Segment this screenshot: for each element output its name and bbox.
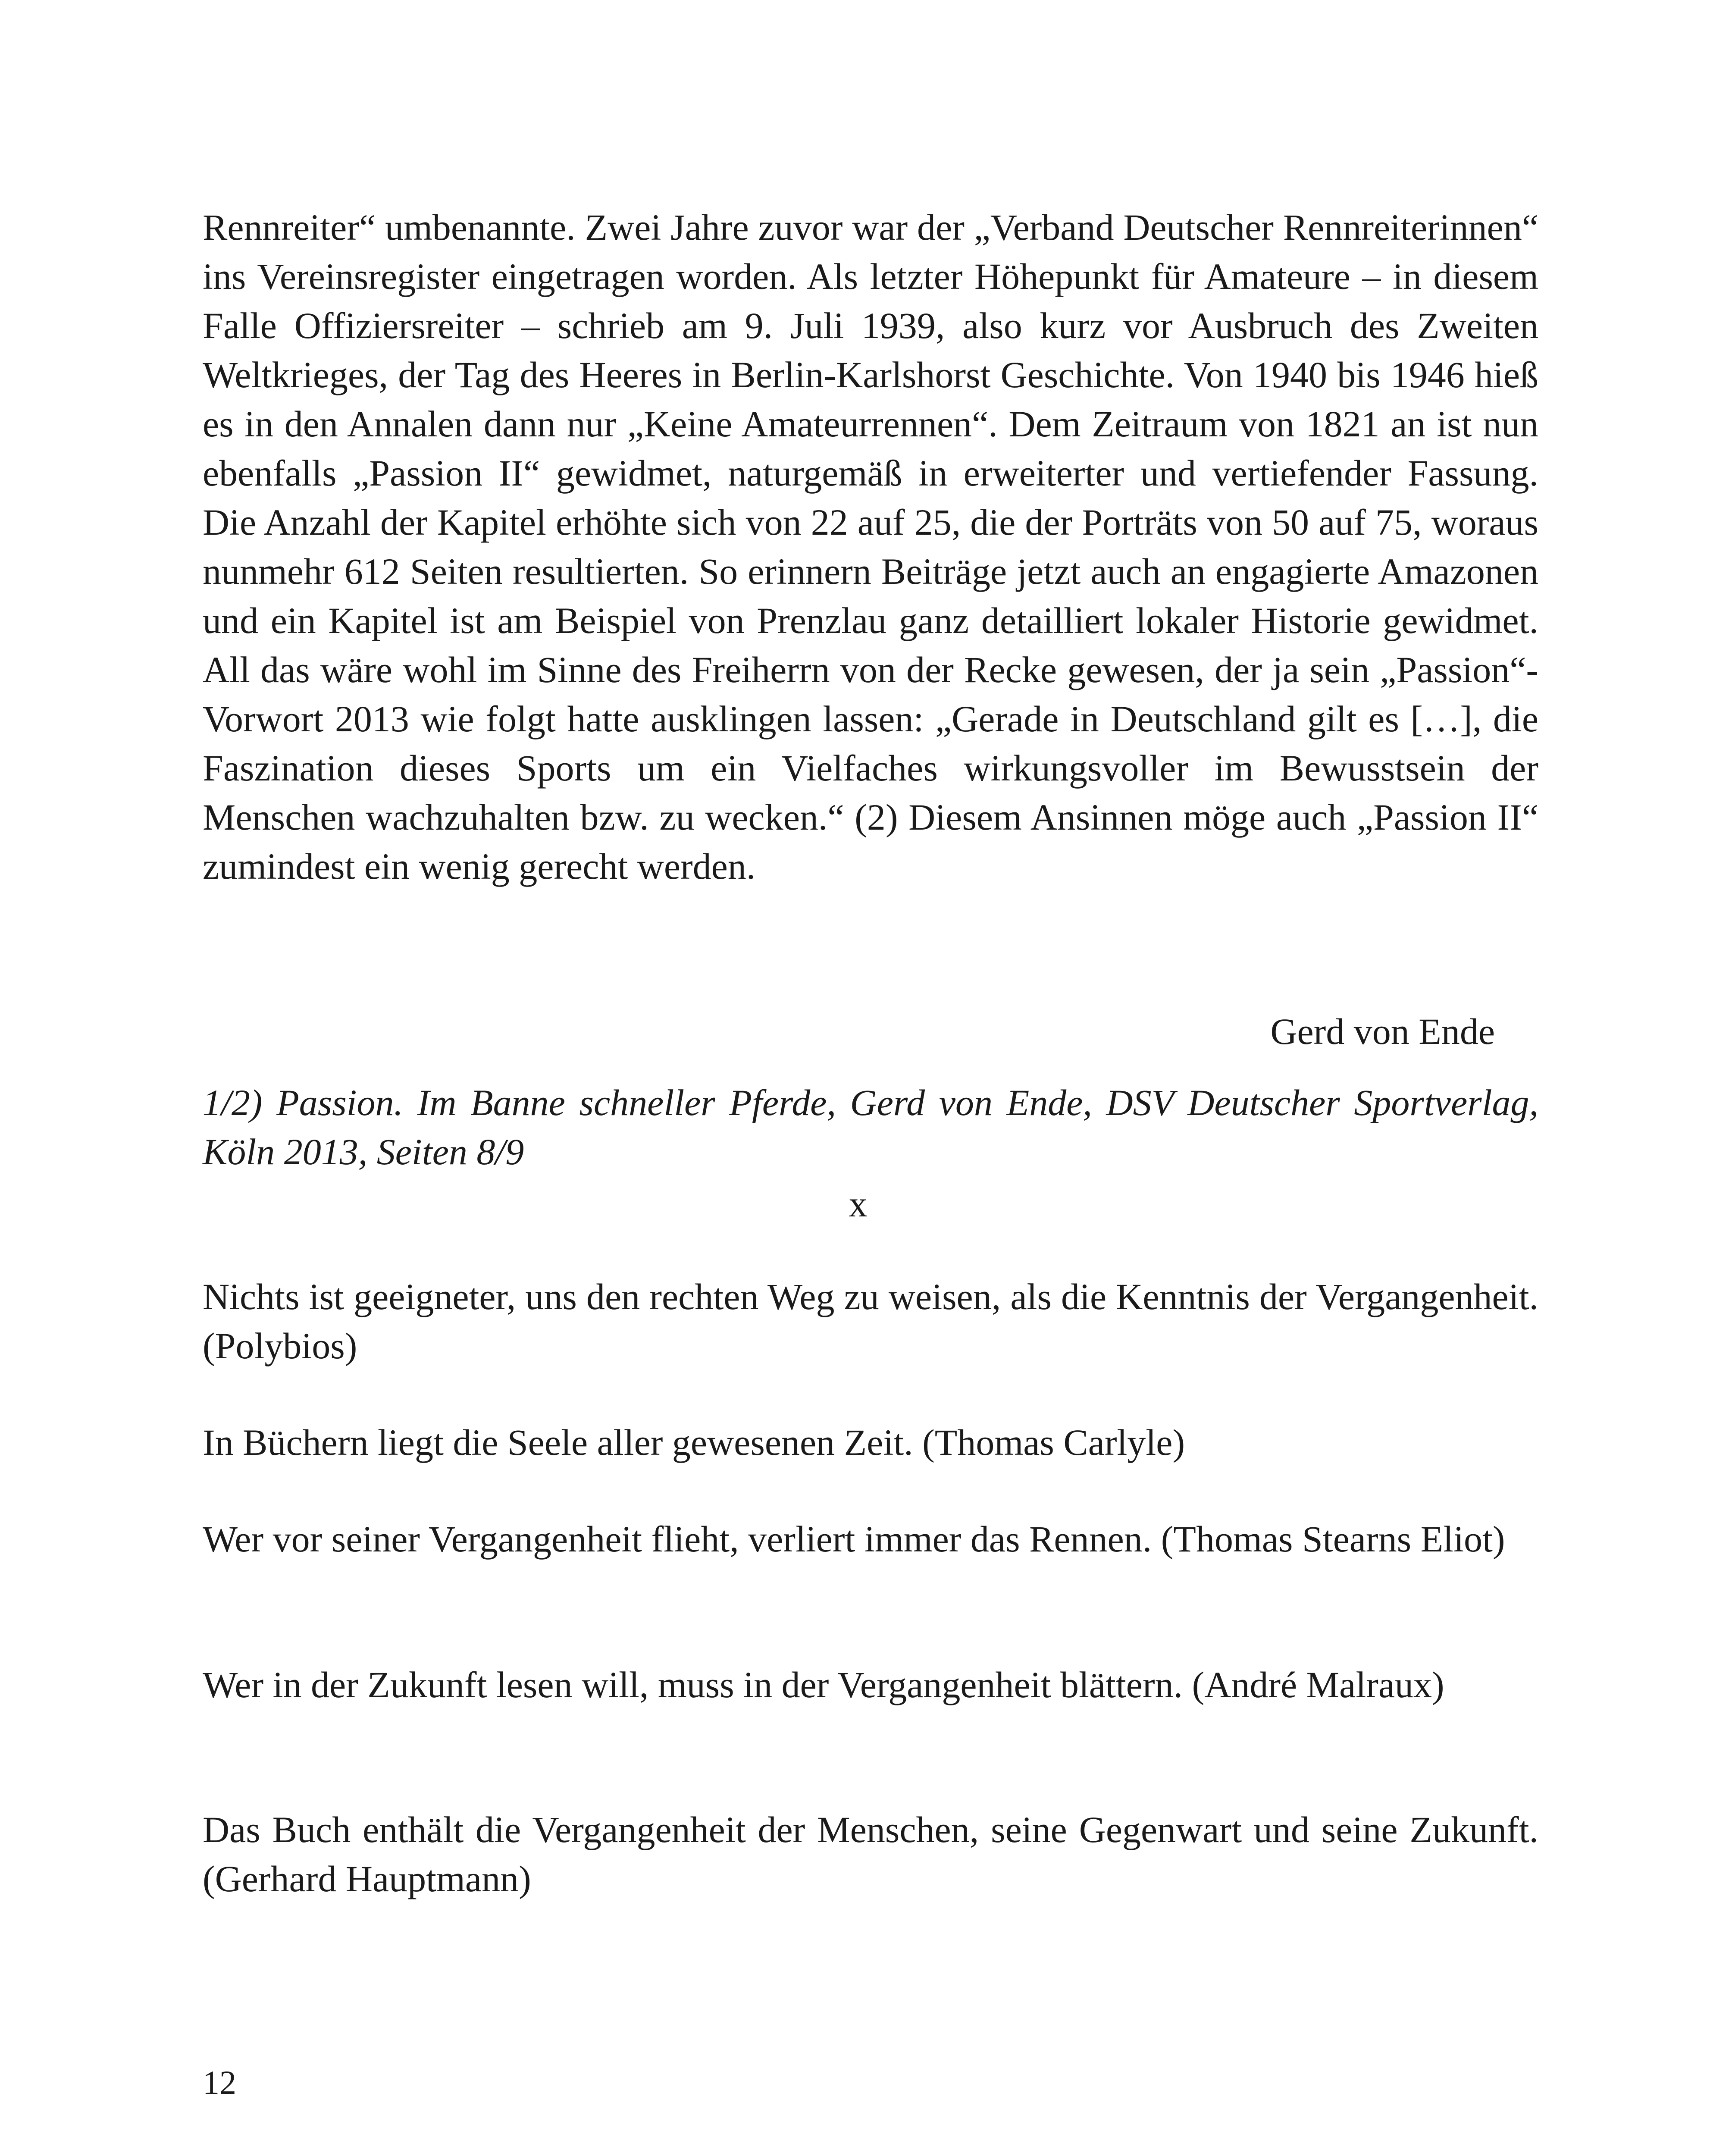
quote-eliot: Wer vor seiner Vergangenheit flieht, verliert immer das Rennen. (Thomas Stearns Eliot) xyxy=(203,1518,1505,1560)
main-paragraph xyxy=(203,203,1538,891)
quote-hauptmann: Das Buch enthält die Vergangenheit der Menschen, seine Gegenwart und seine Zukunft. (Gerhard Hauptmann) xyxy=(203,1809,1538,1899)
author-signature: Gerd von Ende xyxy=(1270,1011,1495,1052)
section-separator: x xyxy=(849,1183,868,1225)
page-number: 12 xyxy=(203,2064,236,2101)
quote-carlyle: In Büchern liegt die Seele aller gewesenen Zeit. (Thomas Carlyle) xyxy=(203,1422,1185,1463)
footnote-text: 1/2) Passion. Im Banne schneller Pferde, Gerd von Ende, DSV Deutscher Sportverlag, Köln 2013, Seiten 8/9 xyxy=(203,1082,1538,1172)
quote-polybios: Nichts ist geeigneter, uns den rechten Weg zu weisen, als die Kenntnis der Vergangenheit. (Polybios) xyxy=(203,1276,1538,1366)
body-text: Rennreiter“ umbenannte. Zwei Jahre zuvor war der „Verband Deutscher Rennreiterinnen“ ins Vereinsregister eingetragen worden. Als letzter Höhepunkt für Amateure – in diesem Falle Offiziersreiter – schrieb am 9. Juli 1939, also kurz vor Ausbruch des Zweiten Weltkrieges, der Tag des Heeres in Berlin-Karlshorst Geschichte. Von 1940 bis 1946 hieß es in den Annalen dann nur „Keine Amateurrennen“. Dem Zeitraum von 1821 an ist nun ebenfalls „Passion II“ gewidmet, naturgemäß in erweiterter und vertiefender Fassung. Die Anzahl der Kapitel erhöhte sich von 22 auf 25, die der Porträts von 50 auf 75, woraus nunmehr 612 Seiten resultierten. So erinnern Beiträge jetzt auch an engagierte Amazonen und ein Kapitel ist am Beispiel von Prenzlau ganz detailliert lokaler Historie gewidmet. All das wäre wohl im Sinne des Freiherrn von der Recke gewesen, der ja sein „Passion“-Vorwort 2013 wie folgt hatte ausklingen lassen: „Gerade in Deutschland gilt es […], die Faszination dieses Sports um ein Vielfaches wirkungsvoller im Bewusstsein der Menschen wachzuhalten bzw. zu wecken.“ (2) Diesem Ansinnen möge auch „Passion II“ zumindest ein wenig gerecht werden. xyxy=(203,207,1538,887)
quote-malraux: Wer in der Zukunft lesen will, muss in der Vergangenheit blättern. (André Malraux) xyxy=(203,1664,1444,1705)
footnote xyxy=(203,1078,1538,1176)
